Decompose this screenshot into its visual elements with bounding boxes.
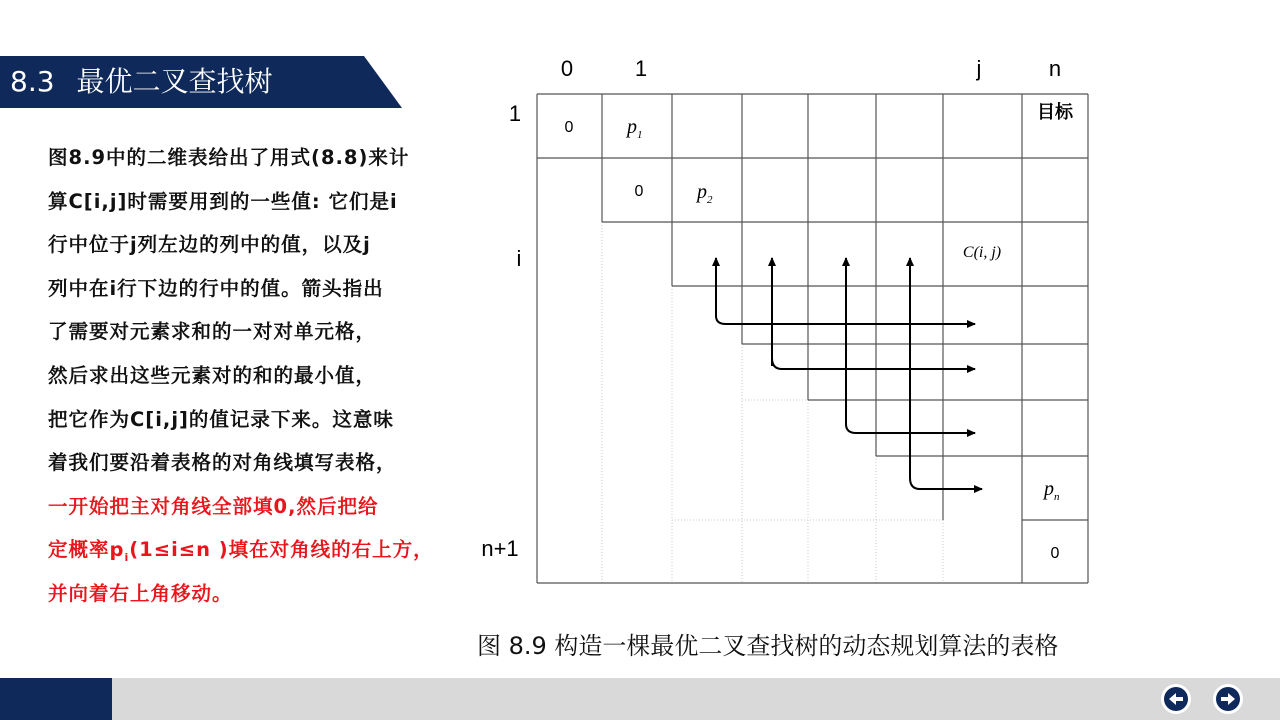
body-line: 列中在i行下边的行中的值。箭头指出 xyxy=(48,276,384,300)
cell-p2: $p_2$ xyxy=(697,181,713,206)
cell-zero-n1-n: 0 xyxy=(1050,545,1060,562)
body-line: 算C[i,j]时需要用到的一些值: 它们是i xyxy=(48,189,398,213)
body-text-fragment: 定概率p xyxy=(48,538,125,562)
col-label-j: j xyxy=(976,56,982,81)
row-label-i: i xyxy=(516,246,522,271)
cell-zero-1-0: 0 xyxy=(564,119,574,136)
footer-bar xyxy=(0,678,1280,720)
title-banner xyxy=(0,56,402,108)
body-line: 行中位于j列左边的列中的值，以及j xyxy=(48,233,371,257)
arrow-right-2 xyxy=(772,358,975,369)
col-label-1: 1 xyxy=(634,56,648,81)
section-title: 最优二叉查找树 xyxy=(76,65,273,98)
page-title xyxy=(10,62,273,102)
body-text xyxy=(48,136,458,616)
subscript-i: i xyxy=(124,551,130,565)
arrow-left-icon xyxy=(1161,684,1191,714)
cell-p1: $p_1$ xyxy=(627,116,643,141)
cell-target: 目标 xyxy=(1037,102,1073,122)
col-label-0: 0 xyxy=(560,56,574,81)
body-line: 然后求出这些元素对的和的最小值， xyxy=(48,363,377,387)
body-line-red xyxy=(48,528,458,572)
row-label-1: 1 xyxy=(508,101,522,126)
cell-zero-2-1: 0 xyxy=(634,183,644,200)
row-label-n-plus-1: n+1 xyxy=(481,536,519,561)
body-line: 图8.9中的二维表给出了用式(8.8)来计 xyxy=(48,146,410,169)
sum-arrows xyxy=(716,258,982,489)
col-label-n: n xyxy=(1048,56,1062,81)
body-line: 了需要对元素求和的一对对单元格， xyxy=(48,320,377,344)
body-line: 着我们要沿着表格的对角线填写表格， xyxy=(48,451,397,475)
table-grid xyxy=(537,94,1088,583)
prev-button[interactable] xyxy=(1161,684,1191,714)
body-line-red: 并向着右上角移动。 xyxy=(48,581,233,605)
dp-table-figure xyxy=(470,48,1110,588)
arrow-right-icon xyxy=(1213,684,1243,714)
figure-caption: 图 8.9 构造一棵最优二叉查找树的动态规划算法的表格 xyxy=(477,632,1059,660)
cell-pn: $p_n$ xyxy=(1044,478,1060,503)
next-button[interactable] xyxy=(1213,684,1243,714)
body-line: 把它作为C[i,j]的值记录下来。这意味 xyxy=(48,407,394,431)
cell-cij: C(i, j) xyxy=(962,244,1002,261)
footer-accent xyxy=(0,678,112,720)
section-number: 8.3 xyxy=(10,65,55,98)
body-text-fragment: (1≤i≤n )填在对角线的右上方， xyxy=(129,538,434,562)
body-line-red: 一开始把主对角线全部填0,然后把给 xyxy=(48,494,379,518)
arrow-right-4 xyxy=(910,478,982,489)
